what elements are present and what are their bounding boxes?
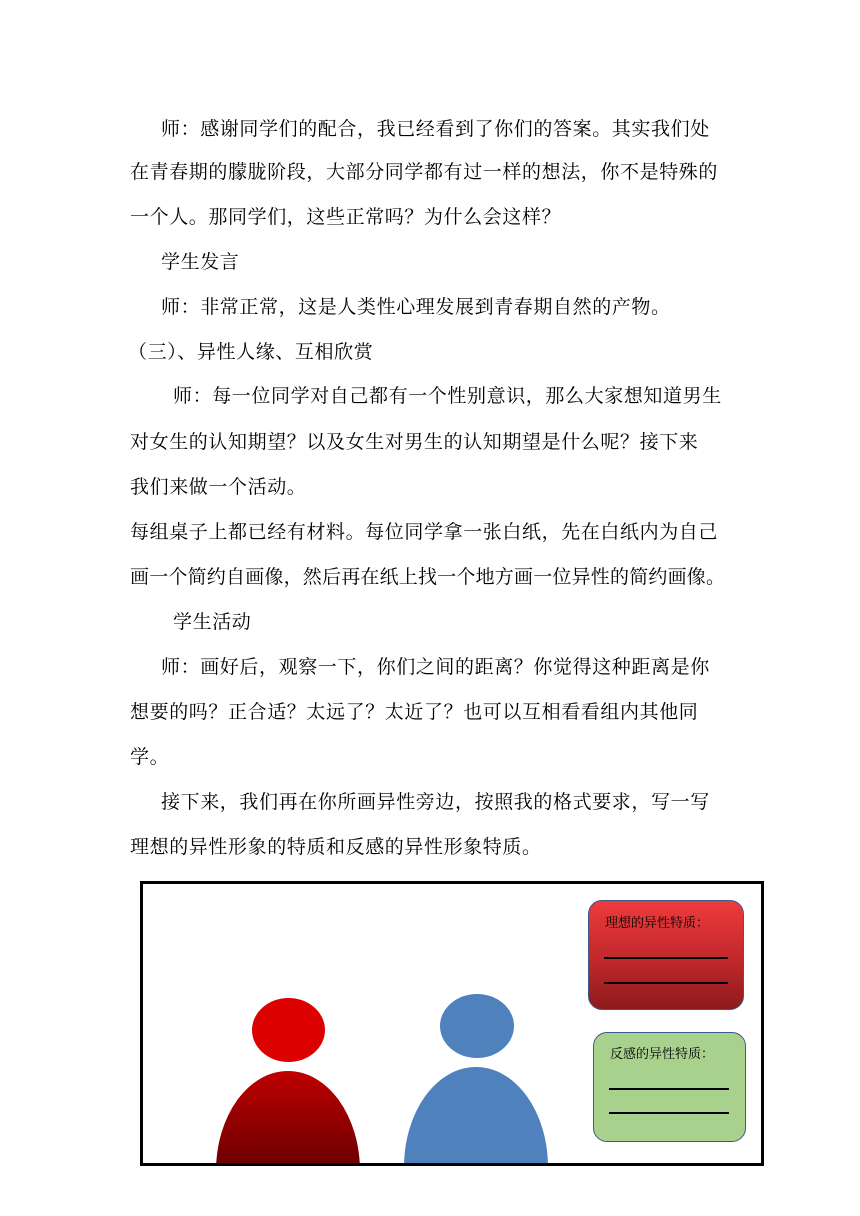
red-person-body — [216, 1071, 360, 1166]
paragraph-line: 师：每一位同学对自己都有一个性别意识，那么大家想知道男生 — [173, 385, 722, 407]
ideal-traits-blank-line — [604, 982, 728, 984]
paragraph-line: 接下来，我们再在你所画异性旁边，按照我的格式要求，写一写 — [161, 791, 710, 813]
dislike-traits-title: 反感的异性特质： — [610, 1047, 715, 1062]
ideal-traits-card — [588, 900, 744, 1010]
ideal-traits-blank-line — [604, 957, 728, 959]
paragraph-line: 画一个简约自画像，然后再在纸上找一个地方画一位异性的简约画像。 — [130, 566, 726, 588]
paragraph-line: 师：非常正常，这是人类性心理发展到青春期自然的产物。 — [161, 296, 671, 318]
blue-person-head — [440, 994, 514, 1058]
paragraph-line: 师：画好后，观察一下，你们之间的距离？你觉得这种距离是你 — [161, 656, 710, 678]
paragraph-line: 学生活动 — [173, 611, 252, 633]
dislike-traits-blank-line — [609, 1112, 729, 1114]
paragraph-line: 学。 — [130, 746, 170, 768]
activity-figure — [140, 881, 764, 1166]
paragraph-line: 每组桌子上都已经有材料。每位同学拿一张白纸，先在白纸内为自己 — [130, 521, 719, 543]
section-heading: （三）、异性人缘、互相欣赏 — [128, 341, 374, 363]
dislike-traits-blank-line — [609, 1088, 729, 1090]
blue-person-body — [404, 1067, 548, 1166]
paragraph-line: 理想的异性形象的特质和反感的异性形象特质。 — [130, 836, 542, 858]
paragraph-line: 在青春期的朦胧阶段，大部分同学都有过一样的想法，你不是特殊的 — [130, 161, 719, 183]
paragraph-line: 想要的吗？正合适？太远了？太近了？也可以互相看看组内其他同 — [130, 701, 699, 723]
red-person-head — [252, 998, 325, 1062]
paragraph-line: 师：感谢同学们的配合，我已经看到了你们的答案。其实我们处 — [161, 118, 710, 140]
paragraph-line: 一个人。那同学们，这些正常吗？为什么会这样？ — [130, 206, 562, 228]
ideal-traits-title: 理想的异性特质： — [605, 916, 710, 931]
paragraph-line: 我们来做一个活动。 — [130, 476, 307, 498]
dislike-traits-card — [593, 1032, 746, 1142]
paragraph-line: 学生发言 — [161, 251, 240, 273]
paragraph-line: 对女生的认知期望？以及女生对男生的认知期望是什么呢？接下来 — [130, 431, 699, 453]
